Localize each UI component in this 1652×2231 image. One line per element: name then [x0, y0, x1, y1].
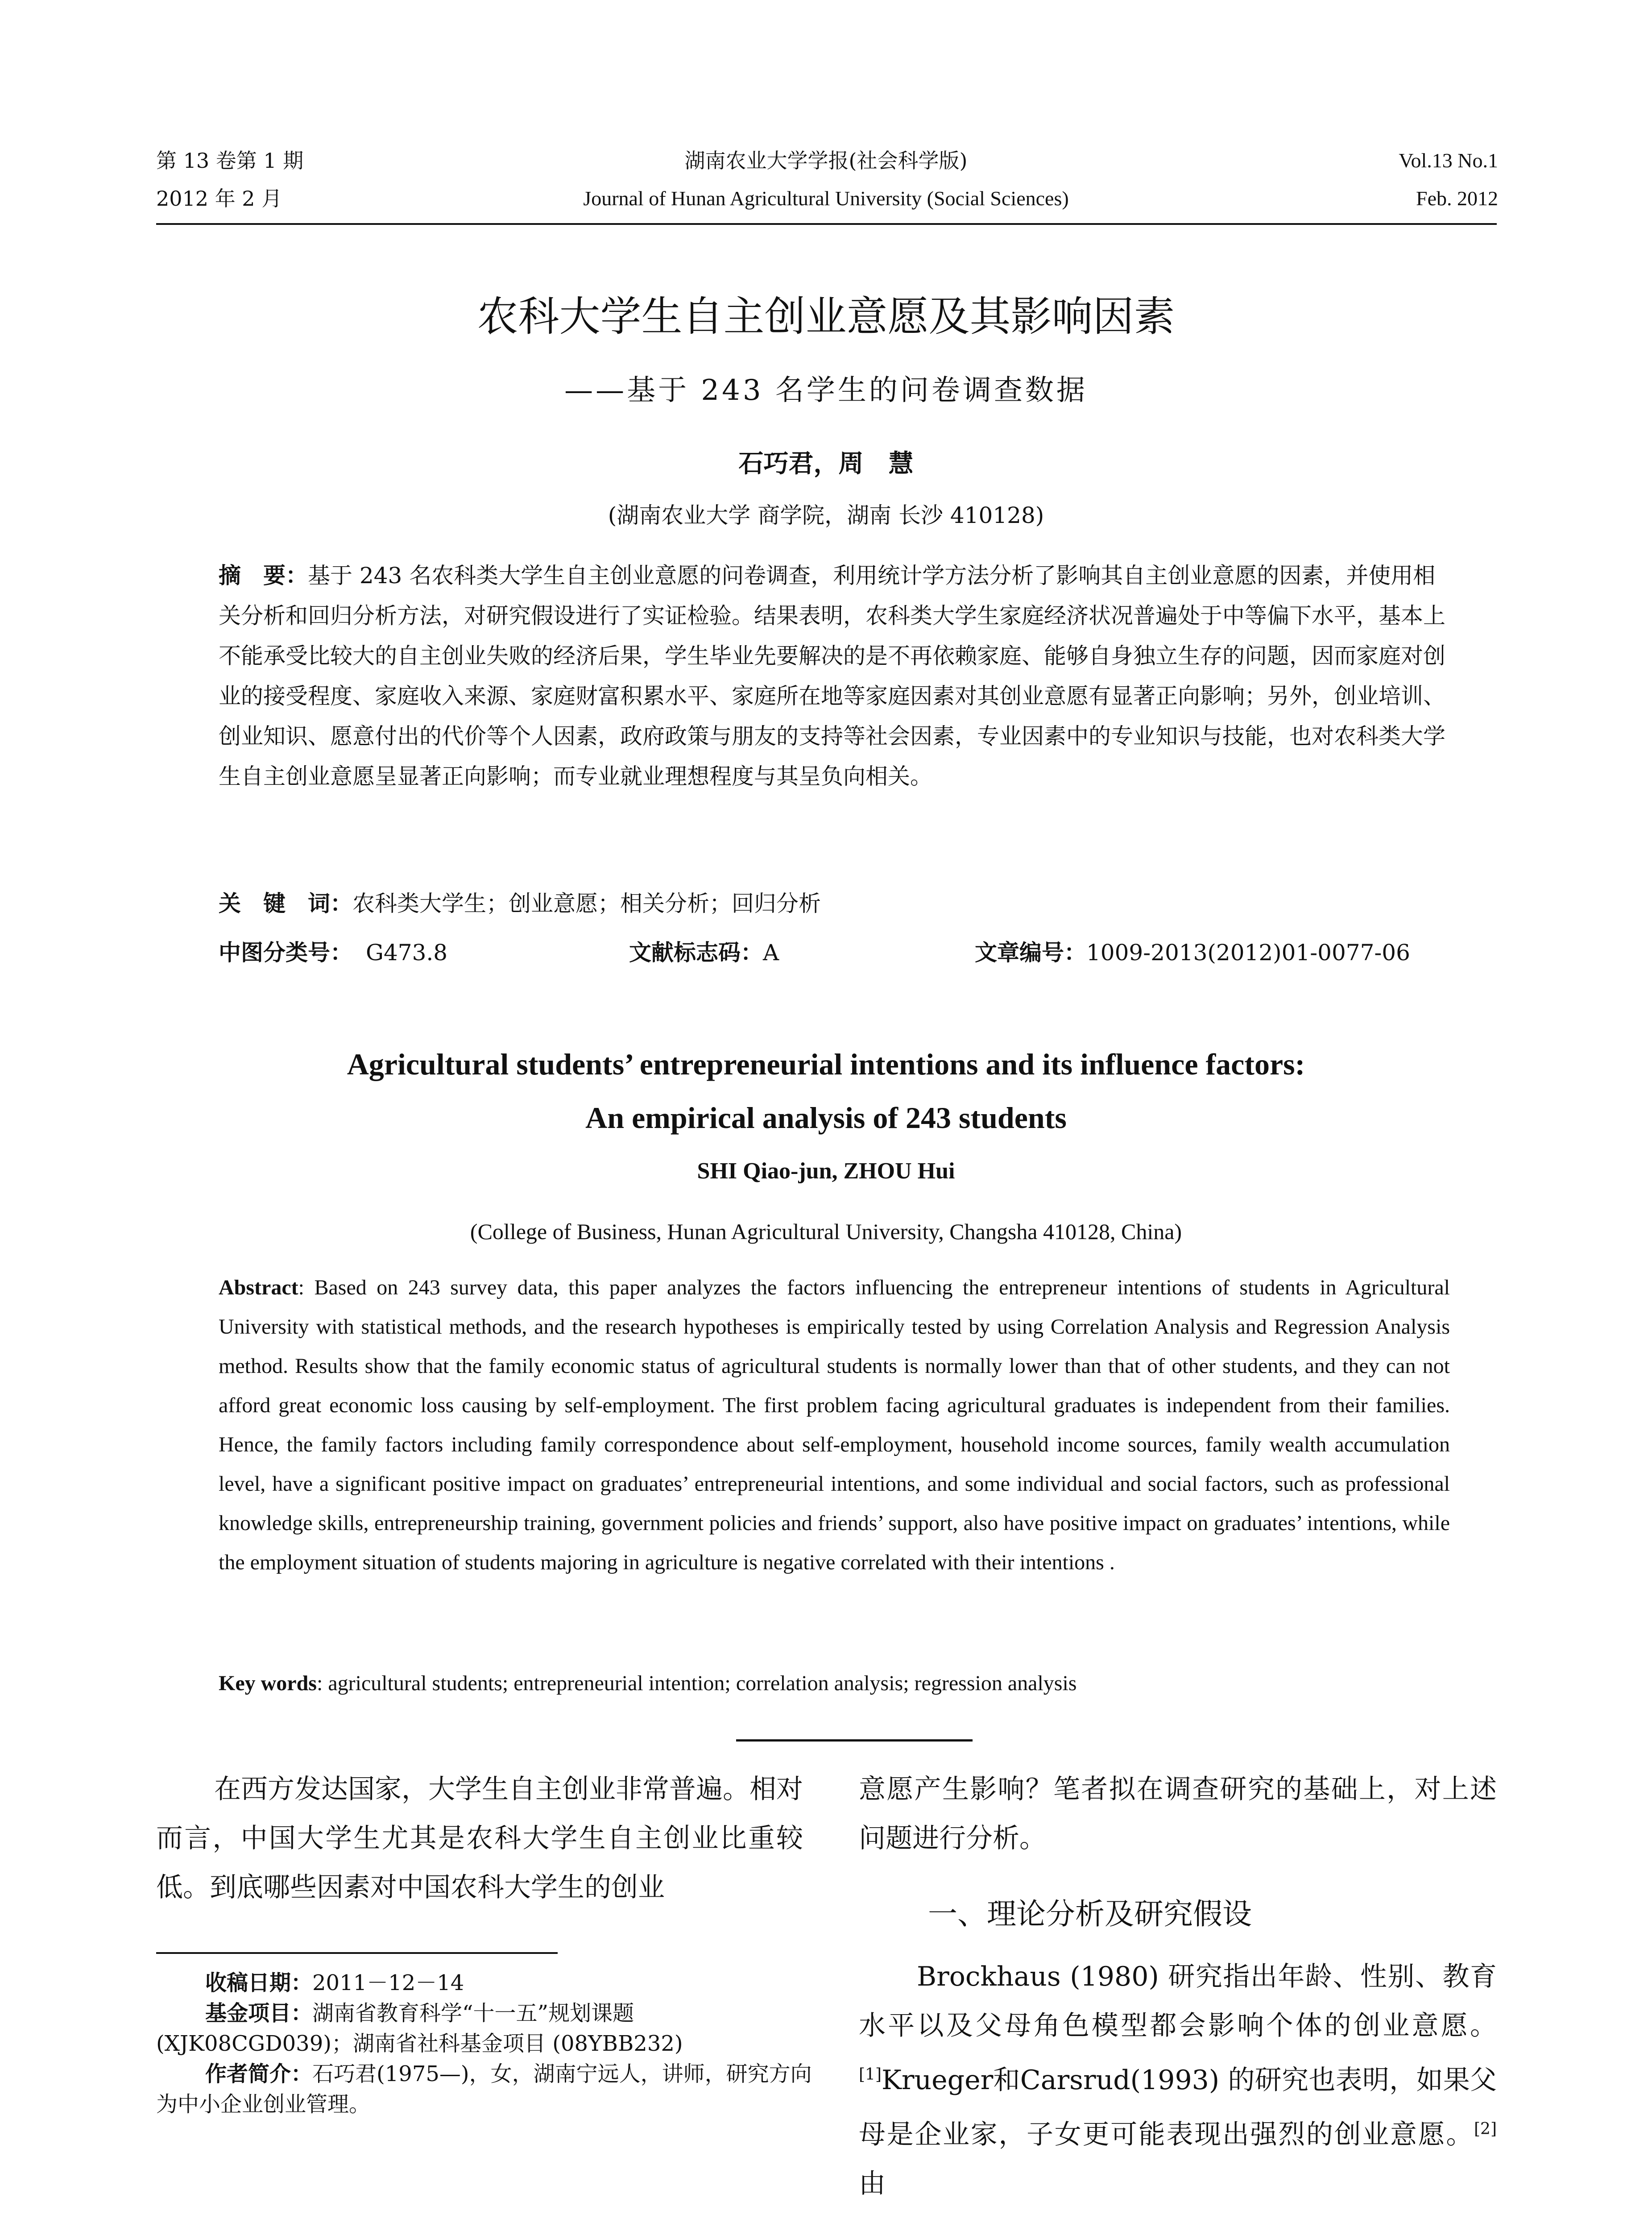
section-heading: 一、理论分析及研究假设 — [928, 1897, 1252, 1931]
body-right-p1-part2: Krueger和Carsrud(1993) 的研究也表明，如果父母是企业家，子女更可能表现出强烈的创业意愿。 — [859, 2065, 1497, 2150]
footnote-fund — [156, 1998, 816, 2059]
keywords-en — [219, 1668, 1076, 1699]
citation-1: [1] — [859, 2065, 882, 2084]
footnote-author — [156, 2059, 816, 2119]
received-value: 2011－12－14 — [312, 1970, 464, 1995]
abstract-en-text: : Based on 243 survey data, this paper analyzes the factors influencing the entrepreneur intentions of students in Agricultural University with statistical methods, and the research hypotheses is empirically tested by using Correlation Analysis and Regression Analysis method. Results show that the family economic status of agricultural students is normally lower than that of other students, and they can not afford great economic loss causing by self-employment. The first problem facing agricultural graduates is independent from their families. Hence, the family factors including family correspondence about self-employment, household income sources, family wealth accumulation level, have a significant positive impact on graduates’ entrepreneurial intentions, and some individual and social factors, such as professional knowledge skills, entrepreneurship training, government policies and friends’ support, also have positive impact on graduates’ intentions, while the employment situation of students majoring in agriculture is negative correlated with their intentions . — [219, 1276, 1450, 1574]
abstract-zh — [219, 556, 1450, 796]
header-date: 2012 年 2 月 — [156, 187, 282, 211]
fund-label: 基金项目： — [205, 2001, 313, 2026]
keywords-en-label: Key words — [219, 1671, 317, 1695]
header-month-year: Feb. 2012 — [1416, 187, 1498, 210]
document-code — [629, 937, 779, 968]
header-journal-en: Journal of Hunan Agricultural University (Social Sciences) — [583, 187, 1069, 210]
paper-title-en-line1: Agricultural students’ entrepreneurial intentions and its influence factors: — [347, 1047, 1305, 1081]
abstract-zh-text: 基于 243 名农科类大学生自主创业意愿的问卷调查，利用统计学方法分析了影响其自主创业意愿的因素，并使用相关分析和回归分析方法，对研究假设进行了实证检验。结果表明，农科类大学生家庭经济状况普遍处于中等偏下水平，基本上不能承受比较大的自主创业失败的经济后果，学生毕业先要解决的是不再依赖家庭、能够自身独立生存的问题，因而家庭对创业的接受程度、家庭收入来源、家庭财富积累水平、家庭所在地等家庭因素对其创业意愿有显著正向影响；另外，创业培训、创业知识、愿意付出的代价等个人因素，政府政策与朋友的支持等社会因素，专业因素中的专业知识与技能，也对农科类大学生自主创业意愿呈显著正向影响；而专业就业理想程度与其呈负向相关。 — [219, 563, 1445, 789]
doc-value: A — [763, 940, 779, 966]
authors-zh: 石巧君，周 慧 — [738, 449, 914, 478]
paper-title-en-line2: An empirical analysis of 243 students — [585, 1101, 1067, 1135]
footnote-received — [156, 1968, 816, 1998]
header-vol-no: Vol.13 No.1 — [1399, 149, 1498, 172]
citation-2: [2] — [1474, 2120, 1497, 2138]
keywords-zh-text: 农科类大学生；创业意愿；相关分析；回归分析 — [352, 891, 821, 916]
author-value: 石巧君(1975—)，女，湖南宁远人，讲师，研究方向为中小企业创业管理。 — [156, 2061, 812, 2117]
affiliation-zh: (湖南农业大学 商学院，湖南 长沙 410128) — [608, 502, 1044, 528]
keywords-zh — [219, 888, 821, 919]
author-label: 作者简介： — [205, 2061, 313, 2086]
body-right-p1-part1: Brockhaus (1980) 研究指出年龄、性别、教育水平以及父母角色模型都会影响个体的创业意愿。 — [859, 1961, 1497, 2041]
fund-value: 湖南省教育科学“十一五”规划课题(XJK08CGD039)；湖南省社科基金项目 (08YBB232) — [156, 2001, 683, 2056]
authors-en: SHI Qiao-jun, ZHOU Hui — [697, 1158, 955, 1184]
section-divider — [736, 1739, 973, 1742]
body-right-paragraph — [859, 1952, 1497, 2208]
keywords-zh-label: 关 键 词： — [219, 891, 352, 916]
art-value: 1009-2013(2012)01-0077-06 — [1086, 940, 1410, 966]
affiliation-en: (College of Business, Hunan Agricultural University, Changsha 410128, China) — [470, 1219, 1182, 1244]
abstract-en — [219, 1268, 1450, 1582]
doc-label: 文献标志码： — [629, 940, 763, 966]
footnote-rule — [156, 1952, 558, 1954]
header-rule — [156, 223, 1497, 225]
clc-label: 中图分类号： — [219, 940, 352, 966]
abstract-en-label: Abstract — [219, 1276, 298, 1299]
paper-title-zh: 农科大学生自主创业意愿及其影响因素 — [477, 293, 1175, 340]
art-label: 文章编号： — [975, 940, 1086, 966]
header-volume-issue: 第 13 卷第 1 期 — [156, 149, 304, 173]
body-right-intro: 意愿产生影响？笔者拟在调查研究的基础上，对上述问题进行分析。 — [859, 1774, 1497, 1854]
header-journal-zh: 湖南农业大学学报(社会科学版) — [684, 149, 968, 173]
body-left-paragraph: 在西方发达国家，大学生自主创业非常普遍。相对而言，中国大学生尤其是农科大学生自主创业比重较低。到底哪些因素对中国农科大学生的创业 — [156, 1774, 803, 1903]
received-label: 收稿日期： — [205, 1970, 313, 1995]
clc-code — [219, 937, 447, 968]
paper-subtitle-zh: ——基于 243 名学生的问卷调查数据 — [564, 374, 1088, 407]
clc-value: G473.8 — [366, 940, 448, 966]
article-number — [975, 937, 1410, 968]
keywords-en-text: : agricultural students; entrepreneurial intention; correlation analysis; regression analysis — [316, 1671, 1077, 1695]
body-right-p1-part3: 由 — [859, 2168, 886, 2199]
abstract-zh-label: 摘 要： — [219, 563, 308, 589]
